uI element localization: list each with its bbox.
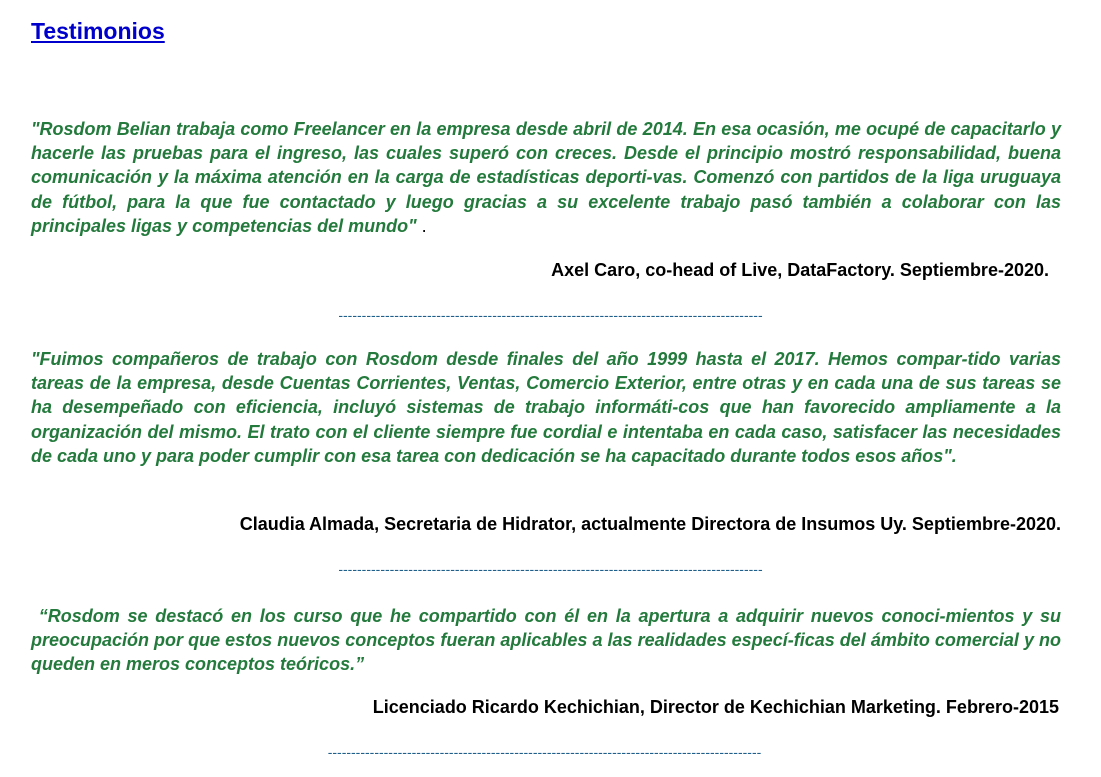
testimonial-quote-tail: . xyxy=(416,215,427,236)
testimonial-author: Claudia Almada, Secretaria de Hidrator, actualmente Directora de Insumos Uy. Septiembre-2020. xyxy=(239,514,1061,534)
testimonial-quote xyxy=(31,604,1061,677)
testimonial-quote-text: "Rosdom Belian trabaja como Freelancer en la empresa desde abril de 2014. En esa ocasión, me ocupé de capacitarlo y hacerle las pruebas para el ingreso, las cuales superó con creces. Desde el principio mostró responsabilidad, buena comunicación y la máxima atención en la carga de estadísticas deporti-vas. Comenzó con partidos de la liga uruguaya de fútbol, para la que fue contactado y luego gracias a su excelente trabajo pasó también a colaborar con las principales ligas y competencias del mundo" xyxy=(31,119,1061,236)
testimonial-quote-text: "Fuimos compañeros de trabajo con Rosdom desde finales del año 1999 hasta el 2017. Hemos compar-tido varias tareas de la empresa, desde Cuentas Corrientes, Ventas, Comercio Exterior, entre otras y en cada una de sus tareas se ha desempeñado con eficiencia, incluyó sistemas de trabajo informáti-cos que han favorecido ampliamente a la organización del mismo. El trato con el cliente siempre fue cordial e intentaba en cada caso, satisfacer las necesidades de cada uno y para poder cumplir con esa tarea con dedicación se ha capacitado durante todos esos años". xyxy=(31,349,1061,466)
testimonial-author: Axel Caro, co-head of Live, DataFactory. Septiembre-2020. xyxy=(551,260,1049,280)
testimonial-quote-text: “Rosdom se destacó en los curso que he compartido con él en la apertura a adquirir nuevos conoci-mientos y su preocupación por que estos nuevos conceptos fueran aplicables a las realidades especí-ficas del ámbito comercial y no queden en meros conceptos teóricos.” xyxy=(31,606,1061,675)
testimonial-author: Licenciado Ricardo Kechichian, Director de Kechichian Marketing. Febrero-2015 xyxy=(372,697,1059,717)
testimonial-quote xyxy=(31,347,1061,468)
separator-line: ------------------------------------------------------------------------------------------- xyxy=(338,307,763,323)
page-title-link[interactable]: Testimonios xyxy=(31,18,165,44)
testimonial-quote xyxy=(31,117,1061,238)
separator-line: --------------------------------------------------------------------------------------------- xyxy=(327,744,762,760)
separator-line: ------------------------------------------------------------------------------------------- xyxy=(338,561,763,577)
